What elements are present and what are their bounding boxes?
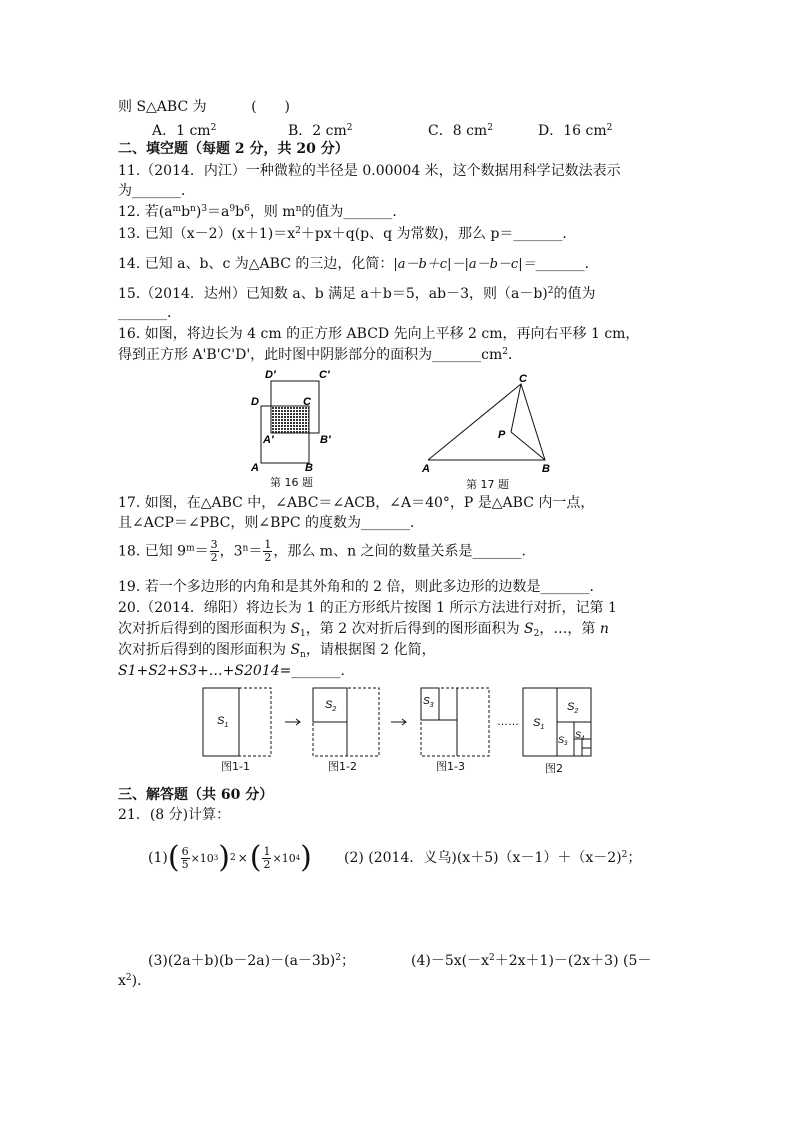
fig20-label-s2-a: $S_2$ (325, 699, 337, 713)
q15-line2: _______． (118, 305, 181, 321)
q20-line4: S1+S2+S3+…+S2014=_______． (118, 663, 355, 679)
q11-line2: 为_______． (118, 183, 195, 199)
fig20-label-s1-a: $S_1$ (217, 715, 229, 729)
q21-part1: (1) ( $\frac{6}{5}$ ×10 3 ) 2 × ( $\frac{1}{2}$ ×10 4 ) (148, 840, 312, 875)
q10-option-b: B．2 $cm^2$ (288, 123, 353, 139)
figure-16 (245, 365, 345, 475)
fig20-label-s3-b: $S_3$ (558, 735, 568, 747)
q10-option-a: A．1 $cm^2$ (152, 123, 217, 139)
q10-tail: 则 S△ABC 为 ( ) (118, 99, 291, 115)
fig20-caption-1-1: 图1-1 (221, 760, 250, 773)
q20-line3: 次对折后得到的图形面积为 $S_n$，请根据图 2 化简， (118, 642, 436, 660)
fig20-label-s1-b: $S_1$ (533, 717, 545, 731)
q18: 18. 已知 $9^m=$ $\frac{3}{2}$ ，$3^n=$ $\frac{1}{2}$ ，那么 m、n 之间的数量关系是_______． (118, 538, 536, 564)
section3-title: 三、解答题（共 60 分） (118, 787, 274, 803)
fig20-caption-1-2: 图1-2 (328, 760, 357, 773)
fig20-label-s2-b: $S_2$ (567, 701, 579, 715)
q20-line1: 20.（2014．绵阳）将边长为 1 的正方形纸片按图 1 所示方法进行对折，记第 1 (118, 600, 617, 616)
fig17-triangle (428, 384, 545, 460)
fig17-label-b: B (542, 463, 550, 475)
fig16-label-b: B (305, 462, 313, 474)
fig17-label-c: C (519, 373, 527, 385)
figure-17 (418, 370, 568, 480)
q16-line1: 16. 如图，将边长为 4 cm 的正方形 ABCD 先向上平移 2 cm，再向右平移 1 cm， (118, 326, 640, 342)
q15-line1: 15.（2014．达州）已知数 a、b 满足 a＋b＝5，ab－3，则（a－b)$^2$的值为 (118, 286, 596, 302)
q21-part3: $(3)(2a+b)(b-2a)-(a-3b)^2$； (148, 953, 355, 969)
q13: 13. 已知$(x-2)(x+1)=x^2+px+q(p$、q 为常数)，那么 p＝_______． (118, 226, 577, 242)
fig16-label-a: A (251, 462, 259, 474)
fig20-label-s3-a: $S_3$ (423, 696, 434, 709)
fig16-label-d1: D′ (265, 369, 276, 381)
q16-line2: 得到正方形 A'B'C'D'，此时图中阴影部分的面积为$\_\_\_\_\_\_\_cm^2$． (118, 347, 523, 363)
q10-option-c: C．8 $cm^2$ (428, 123, 493, 139)
q18-fraction-2: $\frac{1}{2}$ (264, 538, 272, 564)
q17-line2: 且∠ACP＝∠PBC，则∠BPC 的度数为_______． (118, 515, 424, 531)
fig20-label-s4-b: $S_4$ (575, 730, 585, 742)
q14: 14. 已知 a、b、c 为△ABC 的三边，化简：|a－b＋c|－|a－b－c|＝_______． (118, 256, 599, 272)
fig20-caption-1-3: 图1-3 (436, 760, 465, 773)
q10-answer-paren: ( ) (251, 99, 291, 115)
q18-fraction-1: $\frac{3}{2}$ (210, 538, 218, 564)
section2-title: 二、填空题（每题 2 分，共 20 分） (118, 141, 349, 157)
q20-line2: 次对折后得到的图形面积为 $S_1$，第 2 次对折后得到的图形面积为 $S_2$，…，第 n (118, 621, 609, 639)
fig16-label-c1: C′ (319, 369, 330, 381)
fig17-label-a: A (422, 463, 430, 475)
fig16-label-b1: B′ (320, 434, 331, 446)
fig17-label-p: P (498, 429, 506, 441)
fig16-shaded-region (271, 406, 309, 433)
q21-part4: $(4)-5x(-x^2+2x+1)-(2x+3)$ (5－ (411, 953, 652, 969)
fig16-label-a1: A′ (263, 434, 274, 446)
fig16-label-d: D (251, 396, 259, 408)
q21-head: 21．(8 分)计算： (118, 807, 231, 823)
fig16-label-c: C (303, 396, 311, 408)
q19: 19. 若一个多边形的内角和是其外角和的 2 倍，则此多边形的边数是_______． (118, 579, 604, 595)
q17-line1: 17. 如图，在△ABC 中，∠ABC＝∠ACB，∠A＝40°，P 是△ABC 内一点， (118, 495, 595, 511)
q21-part4-line2: $x^2$)． (118, 973, 152, 989)
fig20-1-1-dashed (239, 688, 271, 756)
fig16-caption: 第 16 题 (270, 476, 313, 489)
q12: 12. 若$(a^mb^n)^3=a^9b^6$，则 $m^n$的值为_______． (118, 204, 407, 220)
figure-20 (195, 684, 605, 778)
fig20-caption-2: 图2 (545, 762, 563, 775)
q21-part2: (2) (2014．义乌)(x＋5)（x－1）＋（x－2)$^2$； (344, 850, 642, 866)
q10-option-d: D．16 $cm^2$ (538, 123, 613, 139)
fig20-1-3-dashed (421, 688, 489, 756)
fig20-dots: …… (497, 716, 519, 728)
q11-line1: 11.（2014．内江）一种微粒的半径是 0.00004 米，这个数据用科学记数法表示 (118, 163, 621, 179)
fig17-segment-pb (511, 432, 545, 460)
fig17-caption: 第 17 题 (466, 478, 509, 491)
